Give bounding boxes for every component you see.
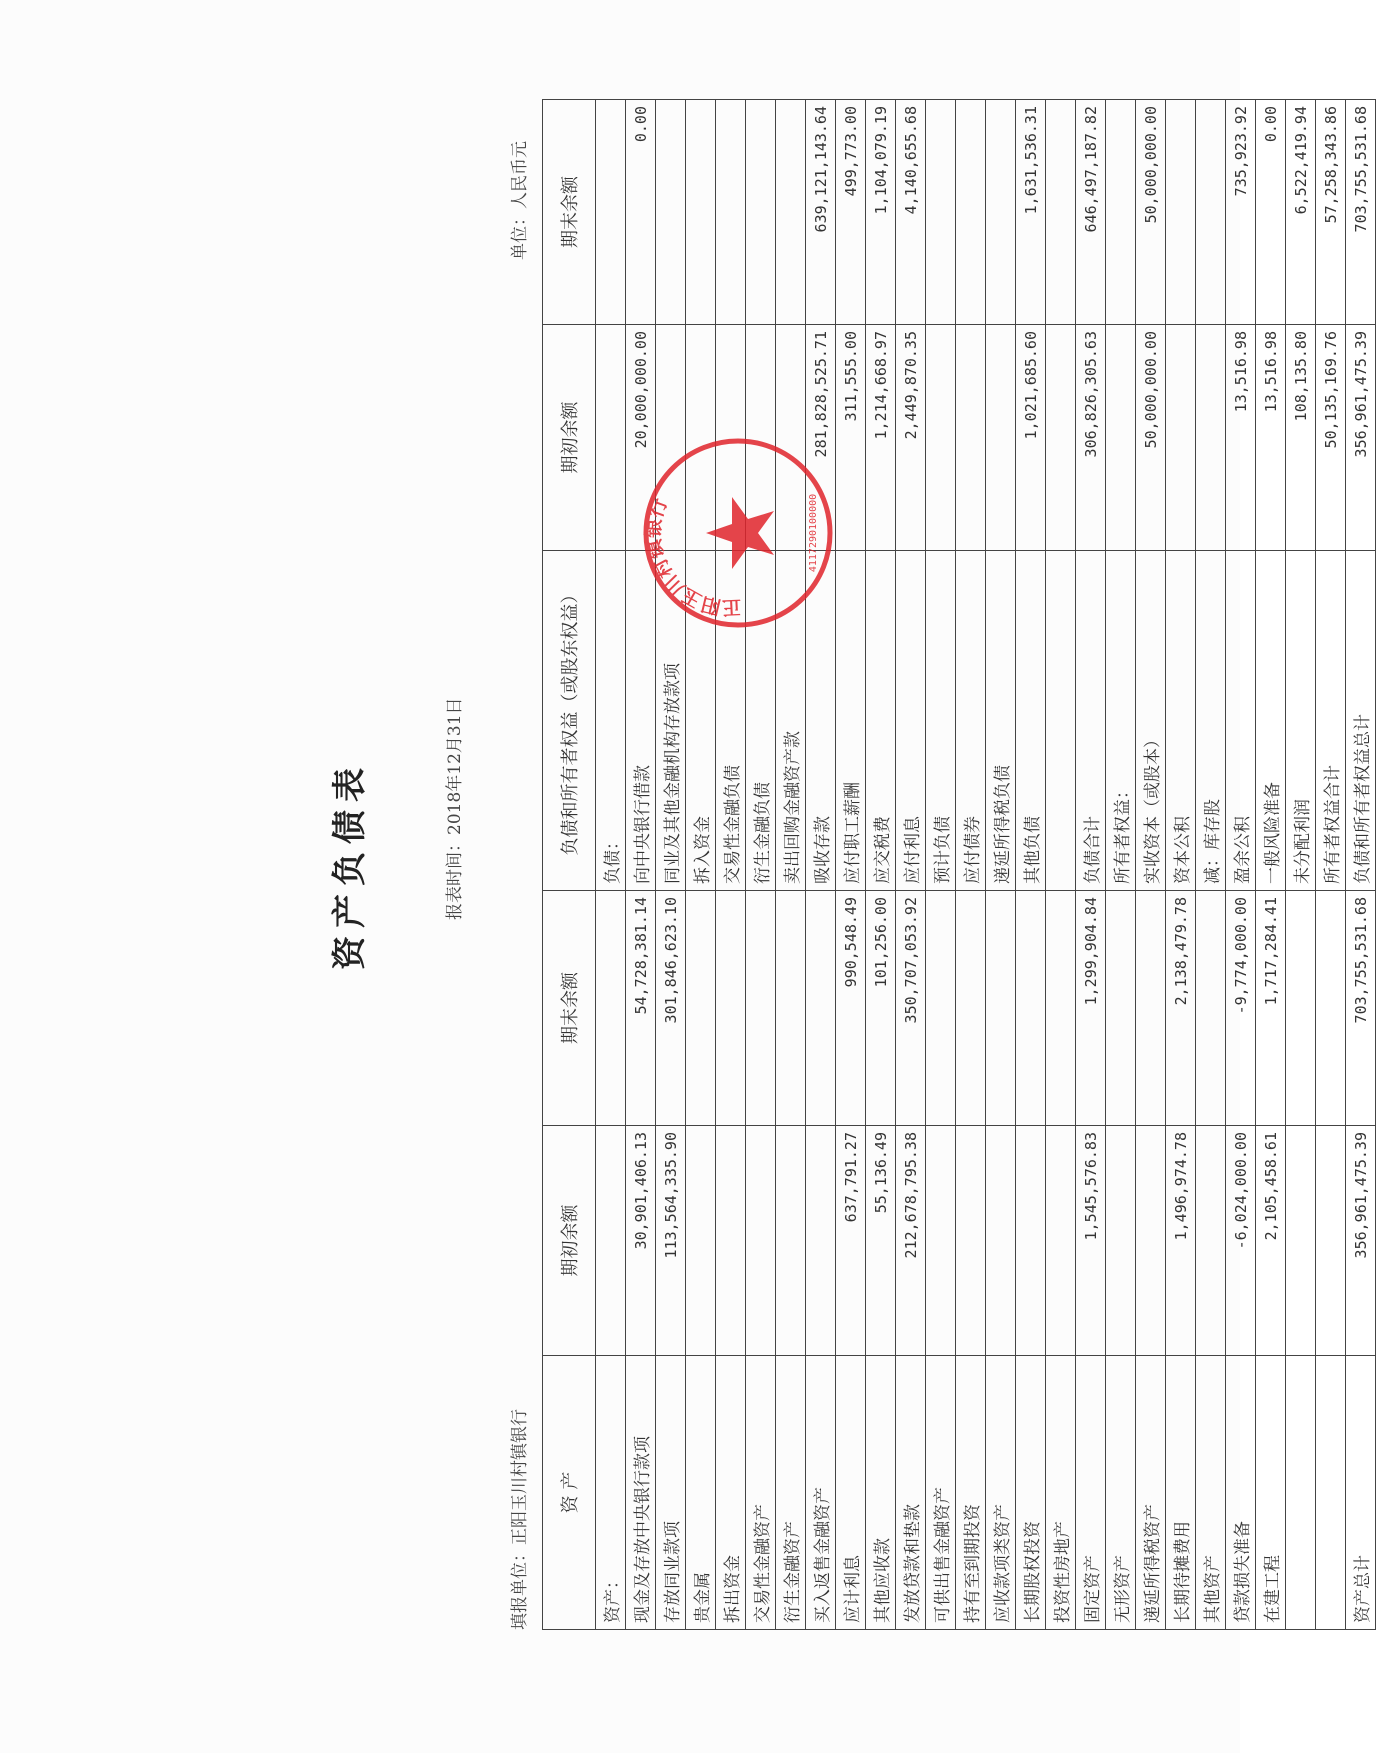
asset-end-value xyxy=(776,891,806,1126)
asset-label: 长期股权投资 xyxy=(1016,1356,1046,1630)
asset-end-value: -9,774,000.00 xyxy=(1226,891,1256,1126)
asset-label: 应计利息 xyxy=(836,1356,866,1630)
asset-end-value xyxy=(596,891,626,1126)
liability-label: 衍生金融负债 xyxy=(746,551,776,891)
asset-begin-value: -6,024,000.00 xyxy=(1226,1126,1256,1356)
asset-end-value xyxy=(986,891,1016,1126)
asset-label: 拆出资金 xyxy=(716,1356,746,1630)
table-row xyxy=(1256,100,1286,1630)
asset-end-value xyxy=(926,891,956,1126)
table-row xyxy=(1136,100,1166,1630)
header-liabilities: 负债和所有者权益（或股东权益） xyxy=(543,551,596,891)
svg-text:正阳玉川村镇银行 xyxy=(642,495,742,618)
liability-end-value: 50,000,000.00 xyxy=(1136,100,1166,325)
liability-begin-value: 50,000,000.00 xyxy=(1136,325,1166,551)
report-unit: 填报单位：正阳玉川村镇银行 xyxy=(510,1409,530,1630)
asset-begin-value xyxy=(1316,1126,1346,1356)
asset-begin-value xyxy=(1136,1126,1166,1356)
liability-label: 吸收存款 xyxy=(806,551,836,891)
asset-label: 交易性金融资产 xyxy=(746,1356,776,1630)
asset-label: 贵金属 xyxy=(686,1356,716,1630)
asset-end-value: 101,256.00 xyxy=(866,891,896,1126)
liability-label: 拆入资金 xyxy=(686,551,716,891)
seal-number: 4117290100000 xyxy=(808,493,819,573)
asset-label: 存放同业款项 xyxy=(656,1356,686,1630)
asset-end-value: 350,707,053.92 xyxy=(896,891,926,1126)
official-seal xyxy=(638,433,838,633)
liability-end-value: 4,140,655.68 xyxy=(896,100,926,325)
liability-begin-value xyxy=(1046,325,1076,551)
asset-label: 可供出售金融资产 xyxy=(926,1356,956,1630)
asset-label: 递延所得税资产 xyxy=(1136,1356,1166,1630)
asset-end-value xyxy=(1106,891,1136,1126)
liability-label: 其他负债 xyxy=(1016,551,1046,891)
asset-begin-value xyxy=(746,1126,776,1356)
asset-end-value: 2,138,479.78 xyxy=(1166,891,1196,1126)
asset-label: 现金及存放中央银行款项 xyxy=(626,1356,656,1630)
asset-end-value: 990,548.49 xyxy=(836,891,866,1126)
liability-end-value xyxy=(1106,100,1136,325)
table-row xyxy=(1316,100,1346,1630)
asset-begin-value: 30,901,406.13 xyxy=(626,1126,656,1356)
liability-end-value: 499,773.00 xyxy=(836,100,866,325)
liability-end-value xyxy=(746,100,776,325)
liability-begin-value: 1,214,668.97 xyxy=(866,325,896,551)
liability-label: 向中央银行借款 xyxy=(626,551,656,891)
liability-end-value xyxy=(986,100,1016,325)
asset-label: 应收款项类资产 xyxy=(986,1356,1016,1630)
table-row xyxy=(1106,100,1136,1630)
asset-end-value xyxy=(806,891,836,1126)
header-liab-begin: 期初余额 xyxy=(543,325,596,551)
liability-label: 一般风险准备 xyxy=(1256,551,1286,891)
table-row xyxy=(836,100,866,1630)
asset-label: 资产： xyxy=(596,1356,626,1630)
table-row xyxy=(986,100,1016,1630)
liability-begin-value: 2,449,870.35 xyxy=(896,325,926,551)
rotated-document xyxy=(320,90,1373,1640)
liability-begin-value: 50,135,169.76 xyxy=(1316,325,1346,551)
liability-begin-value: 13,516.98 xyxy=(1256,325,1286,551)
document-title: 资产负债表 xyxy=(330,760,370,970)
asset-begin-value: 1,496,974.78 xyxy=(1166,1126,1196,1356)
asset-end-value xyxy=(1046,891,1076,1126)
liability-label: 减：库存股 xyxy=(1196,551,1226,891)
asset-end-value xyxy=(956,891,986,1126)
liability-label: 盈余公积 xyxy=(1226,551,1256,891)
asset-label: 发放贷款和垫款 xyxy=(896,1356,926,1630)
liability-label: 应付债券 xyxy=(956,551,986,891)
table-row xyxy=(956,100,986,1630)
asset-begin-value xyxy=(1016,1126,1046,1356)
header-liab-end: 期末余额 xyxy=(543,100,596,325)
liability-begin-value: 1,021,685.60 xyxy=(1016,325,1046,551)
table-row xyxy=(716,100,746,1630)
liability-begin-value: 20,000,000.00 xyxy=(626,325,656,551)
asset-begin-value xyxy=(1046,1126,1076,1356)
liability-label: 实收资本（或股本） xyxy=(1136,551,1166,891)
table-row xyxy=(656,100,686,1630)
liability-label: 未分配利润 xyxy=(1286,551,1316,891)
header-asset-end: 期末余额 xyxy=(543,891,596,1126)
seal-text: 正阳玉川村镇银行 xyxy=(642,495,742,619)
liability-end-value: 6,522,419.94 xyxy=(1286,100,1316,325)
table-row xyxy=(776,100,806,1630)
liability-label: 应付利息 xyxy=(896,551,926,891)
liability-begin-value: 311,555.00 xyxy=(836,325,866,551)
liability-begin-value: 13,516.98 xyxy=(1226,325,1256,551)
header-asset-begin: 期初余额 xyxy=(543,1126,596,1356)
asset-label: 持有至到期投资 xyxy=(956,1356,986,1630)
table-row xyxy=(1046,100,1076,1630)
asset-end-value: 703,755,531.68 xyxy=(1346,891,1376,1126)
liability-end-value: 703,755,531.68 xyxy=(1346,100,1376,325)
liability-label: 负债和所有者权益总计 xyxy=(1346,551,1376,891)
liability-end-value xyxy=(656,100,686,325)
asset-end-value xyxy=(1016,891,1046,1126)
liability-end-value: 735,923.92 xyxy=(1226,100,1256,325)
table-row xyxy=(896,100,926,1630)
asset-begin-value xyxy=(956,1126,986,1356)
table-row xyxy=(1016,100,1046,1630)
liability-end-value xyxy=(926,100,956,325)
asset-end-value xyxy=(746,891,776,1126)
table-row xyxy=(626,100,656,1630)
liability-label xyxy=(1046,551,1076,891)
star-icon xyxy=(706,497,774,569)
liability-label: 同业及其他金融机构存放款项 xyxy=(656,551,686,891)
asset-label: 长期待摊费用 xyxy=(1166,1356,1196,1630)
asset-begin-value xyxy=(986,1126,1016,1356)
asset-label: 无形资产 xyxy=(1106,1356,1136,1630)
liability-begin-value: 108,135.80 xyxy=(1286,325,1316,551)
asset-label: 投资性房地产 xyxy=(1046,1356,1076,1630)
liability-end-value xyxy=(1166,100,1196,325)
balance-sheet-table xyxy=(542,99,1376,1630)
asset-label xyxy=(1316,1356,1346,1630)
table-row xyxy=(1226,100,1256,1630)
table-row xyxy=(746,100,776,1630)
asset-label: 其他应收款 xyxy=(866,1356,896,1630)
asset-end-value xyxy=(1316,891,1346,1126)
asset-end-value: 54,728,381.14 xyxy=(626,891,656,1126)
table-row xyxy=(1196,100,1226,1630)
liability-begin-value xyxy=(1196,325,1226,551)
table-row xyxy=(866,100,896,1630)
liability-label: 所有者权益： xyxy=(1106,551,1136,891)
currency-unit: 单位：人民币元 xyxy=(510,141,530,260)
asset-label: 固定资产 xyxy=(1076,1356,1106,1630)
asset-begin-value: 356,961,475.39 xyxy=(1346,1126,1376,1356)
asset-end-value: 301,846,623.10 xyxy=(656,891,686,1126)
table-header-row xyxy=(543,100,596,1630)
table-row xyxy=(806,100,836,1630)
asset-begin-value: 212,678,795.38 xyxy=(896,1126,926,1356)
liability-end-value: 57,258,343.86 xyxy=(1316,100,1346,325)
liability-begin-value xyxy=(596,325,626,551)
liability-label: 预计负债 xyxy=(926,551,956,891)
liability-end-value xyxy=(776,100,806,325)
liability-begin-value: 281,828,525.71 xyxy=(806,325,836,551)
asset-begin-value xyxy=(806,1126,836,1356)
liability-end-value xyxy=(686,100,716,325)
liability-label: 应交税费 xyxy=(866,551,896,891)
asset-end-value xyxy=(716,891,746,1126)
asset-label: 买入返售金融资产 xyxy=(806,1356,836,1630)
liability-begin-value xyxy=(956,325,986,551)
liability-end-value xyxy=(956,100,986,325)
asset-end-value xyxy=(1136,891,1166,1126)
table-row xyxy=(596,100,626,1630)
liability-label: 卖出回购金融资产款 xyxy=(776,551,806,891)
asset-end-value: 1,717,284.41 xyxy=(1256,891,1286,1126)
liability-end-value xyxy=(1196,100,1226,325)
asset-begin-value xyxy=(1196,1126,1226,1356)
asset-label: 在建工程 xyxy=(1256,1356,1286,1630)
asset-label: 资产总计 xyxy=(1346,1356,1376,1630)
liability-begin-value: 356,961,475.39 xyxy=(1346,325,1376,551)
asset-begin-value: 2,105,458.61 xyxy=(1256,1126,1286,1356)
liability-end-value xyxy=(596,100,626,325)
asset-begin-value xyxy=(716,1126,746,1356)
asset-begin-value: 113,564,335.90 xyxy=(656,1126,686,1356)
asset-begin-value xyxy=(926,1126,956,1356)
liability-end-value: 646,497,187.82 xyxy=(1076,100,1106,325)
liability-label: 负债合计 xyxy=(1076,551,1106,891)
liability-end-value xyxy=(1046,100,1076,325)
asset-begin-value xyxy=(686,1126,716,1356)
header-assets: 资 产 xyxy=(543,1356,596,1630)
liability-label: 资本公积 xyxy=(1166,551,1196,891)
table-row xyxy=(1166,100,1196,1630)
liability-label: 所有者权益合计 xyxy=(1316,551,1346,891)
asset-begin-value xyxy=(1286,1126,1316,1356)
liability-end-value: 1,631,536.31 xyxy=(1016,100,1046,325)
liability-begin-value xyxy=(1106,325,1136,551)
asset-label xyxy=(1286,1356,1316,1630)
liability-end-value: 1,104,079.19 xyxy=(866,100,896,325)
liability-label: 交易性金融负债 xyxy=(716,551,746,891)
table-body xyxy=(596,100,1376,1630)
asset-end-value xyxy=(1286,891,1316,1126)
report-date: 报表时间：2018年12月31日 xyxy=(445,697,465,920)
asset-label: 其他资产 xyxy=(1196,1356,1226,1630)
liability-end-value: 0.00 xyxy=(626,100,656,325)
liability-end-value: 0.00 xyxy=(1256,100,1286,325)
asset-begin-value: 637,791.27 xyxy=(836,1126,866,1356)
asset-label: 贷款损失准备 xyxy=(1226,1356,1256,1630)
table-row xyxy=(686,100,716,1630)
table-row xyxy=(1286,100,1316,1630)
liability-label: 应付职工薪酬 xyxy=(836,551,866,891)
asset-begin-value xyxy=(1106,1126,1136,1356)
liability-end-value xyxy=(716,100,746,325)
asset-begin-value xyxy=(776,1126,806,1356)
liability-begin-value xyxy=(986,325,1016,551)
table-row xyxy=(926,100,956,1630)
asset-begin-value xyxy=(596,1126,626,1356)
asset-begin-value: 55,136.49 xyxy=(866,1126,896,1356)
liability-label: 递延所得税负债 xyxy=(986,551,1016,891)
liability-begin-value xyxy=(1166,325,1196,551)
table-row xyxy=(1346,100,1376,1630)
table-row xyxy=(1076,100,1106,1630)
liability-begin-value xyxy=(926,325,956,551)
asset-end-value: 1,299,904.84 xyxy=(1076,891,1106,1126)
asset-label: 衍生金融资产 xyxy=(776,1356,806,1630)
asset-end-value xyxy=(686,891,716,1126)
liability-begin-value: 306,826,305.63 xyxy=(1076,325,1106,551)
liability-label: 负债： xyxy=(596,551,626,891)
liability-end-value: 639,121,143.64 xyxy=(806,100,836,325)
asset-begin-value: 1,545,576.83 xyxy=(1076,1126,1106,1356)
asset-end-value xyxy=(1196,891,1226,1126)
